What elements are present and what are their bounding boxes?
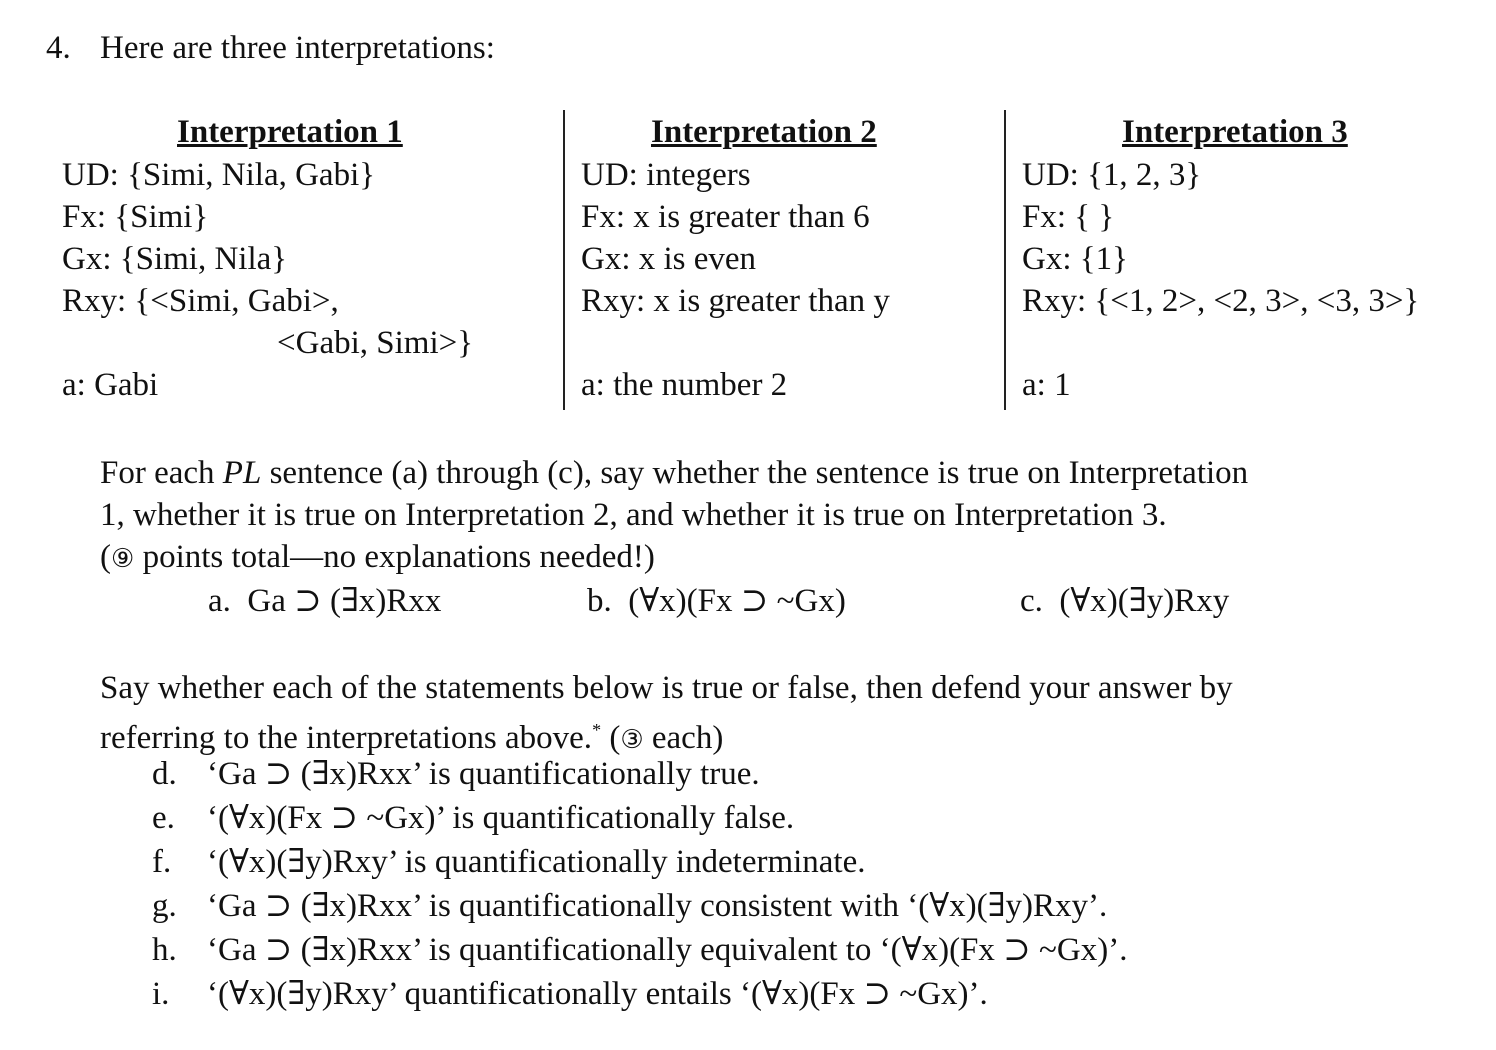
sentence-b bbox=[587, 580, 846, 620]
sentence-formula: (∀x)(Fx ⊃ ~Gx) bbox=[628, 583, 846, 619]
question-intro: Here are three interpretations: bbox=[100, 30, 495, 66]
part-1-line-1 bbox=[100, 452, 1470, 494]
statement-list bbox=[152, 752, 1452, 1016]
interpretation-3-column bbox=[1004, 110, 1476, 410]
interpretation-1-rxy-continued: <Gabi, Simi>} bbox=[277, 325, 474, 361]
part-2-text: each) bbox=[643, 720, 724, 756]
part-1-line-2: 1, whether it is true on Interpretation 2, and whether it is true on Interpretation 3. bbox=[100, 497, 1167, 533]
points-three-icon: ③ bbox=[620, 725, 644, 755]
footnote-mark: * bbox=[592, 720, 602, 740]
statement-label: e. bbox=[152, 800, 175, 836]
paren: ( bbox=[601, 720, 621, 756]
sentence-formula: (∀x)(∃y)Rxy bbox=[1059, 583, 1230, 619]
statement-text: ‘(∀x)(∃y)Rxy’ is quantificationally indeterminate. bbox=[207, 844, 866, 880]
interpretation-1-title: Interpretation 1 bbox=[177, 114, 403, 150]
statement-g bbox=[152, 884, 1452, 928]
interpretation-2-rxy: Rxy: x is greater than y bbox=[581, 283, 890, 319]
statement-label: d. bbox=[152, 756, 177, 792]
interpretation-1-gx: Gx: {Simi, Nila} bbox=[62, 241, 288, 277]
part-1-text: For each bbox=[100, 455, 223, 491]
interpretation-2-gx: Gx: x is even bbox=[581, 241, 757, 277]
part-2-text: referring to the interpretations above. bbox=[100, 720, 593, 756]
points-nine-icon: ⑨ bbox=[111, 544, 135, 574]
sentence-formula: Ga ⊃ (∃x)Rxx bbox=[247, 583, 442, 619]
statement-label: g. bbox=[152, 888, 177, 924]
part-1-text: sentence (a) through (c), say whether the sentence is true on Interpretation bbox=[261, 455, 1249, 491]
question-number: 4. bbox=[46, 30, 71, 66]
part-1-line-3 bbox=[100, 536, 1470, 580]
sentence-label: b. bbox=[587, 583, 612, 619]
interpretation-1-rxy: Rxy: {<Simi, Gabi>, bbox=[62, 283, 339, 319]
part-1-instructions bbox=[100, 452, 1470, 580]
statement-h bbox=[152, 928, 1452, 972]
interpretation-3-title: Interpretation 3 bbox=[1122, 114, 1348, 150]
pl-sentences bbox=[0, 580, 1496, 624]
interpretation-2-spacer bbox=[581, 322, 1005, 364]
interpretation-3-fx: Fx: { } bbox=[1022, 199, 1115, 235]
interpretation-3-gx: Gx: {1} bbox=[1022, 241, 1128, 277]
interpretation-2-fx: Fx: x is greater than 6 bbox=[581, 199, 870, 235]
sentence-a bbox=[208, 580, 441, 620]
statement-text: ‘(∀x)(∃y)Rxy’ quantificationally entails ‘(∀x)(Fx ⊃ ~Gx)’. bbox=[207, 976, 988, 1012]
statement-label: f. bbox=[152, 844, 172, 880]
statement-text: ‘Ga ⊃ (∃x)Rxx’ is quantificationally true. bbox=[207, 756, 760, 792]
pl-italic: PL bbox=[222, 455, 262, 491]
statement-e bbox=[152, 796, 1452, 840]
statement-label: h. bbox=[152, 932, 177, 968]
statement-i bbox=[152, 972, 1452, 1016]
sentence-c bbox=[1020, 580, 1229, 620]
statement-f bbox=[152, 840, 1452, 884]
interpretation-2-a: a: the number 2 bbox=[581, 367, 788, 403]
interpretation-1-fx: Fx: {Simi} bbox=[62, 199, 209, 235]
statement-d bbox=[152, 752, 1452, 796]
paren: ( bbox=[100, 539, 111, 575]
interpretation-3-ud: UD: {1, 2, 3} bbox=[1022, 157, 1202, 193]
interpretation-2-column bbox=[563, 110, 1005, 410]
interpretation-1-column bbox=[62, 110, 557, 410]
sentence-label: a. bbox=[208, 583, 231, 619]
interpretation-3-spacer bbox=[1022, 322, 1476, 364]
sentence-label: c. bbox=[1020, 583, 1043, 619]
interpretations-table bbox=[0, 110, 1496, 410]
interpretation-1-ud: UD: {Simi, Nila, Gabi} bbox=[62, 157, 376, 193]
statement-text: ‘Ga ⊃ (∃x)Rxx’ is quantificationally equivalent to ‘(∀x)(Fx ⊃ ~Gx)’. bbox=[207, 932, 1128, 968]
part-1-text: points total—no explanations needed!) bbox=[134, 539, 655, 575]
interpretation-2-title: Interpretation 2 bbox=[651, 114, 877, 150]
part-2-instructions bbox=[100, 667, 1480, 761]
interpretation-3-rxy: Rxy: {<1, 2>, <2, 3>, <3, 3>} bbox=[1022, 283, 1420, 319]
statement-text: ‘(∀x)(Fx ⊃ ~Gx)’ is quantificationally false. bbox=[207, 800, 795, 836]
question-header bbox=[46, 30, 495, 67]
interpretation-3-a: a: 1 bbox=[1022, 367, 1071, 403]
statement-label: i. bbox=[152, 976, 170, 1012]
interpretation-2-ud: UD: integers bbox=[581, 157, 751, 193]
interpretation-1-a: a: Gabi bbox=[62, 367, 159, 403]
part-2-line-1: Say whether each of the statements below is true or false, then defend your answer by bbox=[100, 670, 1233, 706]
statement-text: ‘Ga ⊃ (∃x)Rxx’ is quantificationally consistent with ‘(∀x)(∃y)Rxy’. bbox=[207, 888, 1108, 924]
